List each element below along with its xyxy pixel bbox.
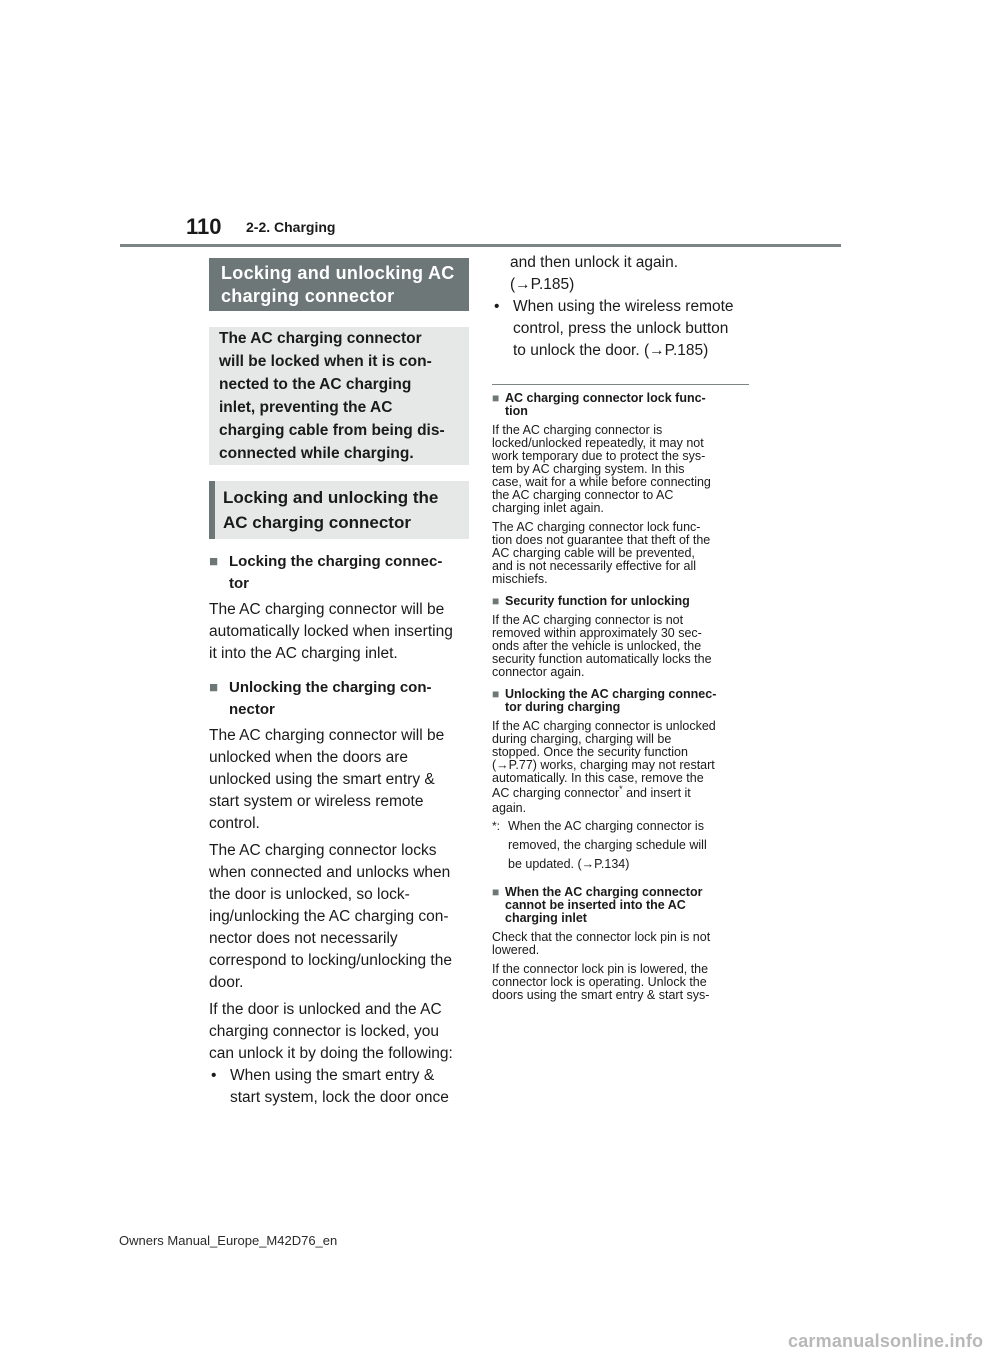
note-heading-line: Unlocking the AC charging connec- (505, 687, 717, 701)
bullet-line: When using the wireless remote (513, 298, 734, 315)
body-line: ing/unlocking the AC charging con- (209, 908, 449, 925)
intro-line: will be locked when it is con- (219, 353, 432, 370)
note-line: If the AC charging connector is unlocked (492, 719, 716, 733)
note-line: automatically. In this case, remove the (492, 771, 704, 785)
note-heading-unlock-during-charging (492, 688, 750, 714)
bullet-dot-icon: • (494, 298, 500, 315)
body-line: If the door is unlocked and the AC (209, 1001, 442, 1018)
note-heading-lock-function (492, 392, 750, 418)
body-line: the door is unlocked, so lock- (209, 886, 410, 903)
section-title-box: Locking and unlocking AC charging connector (209, 258, 469, 311)
body-line: it into the AC charging inlet. (209, 645, 398, 662)
unlock-body-3 (209, 999, 469, 1065)
intro-line: The AC charging connector (219, 330, 422, 347)
bullet-line: control, press the unlock button (513, 320, 729, 337)
right-column (492, 252, 750, 1002)
note-line: lowered. (492, 943, 540, 957)
note-line: removed within approximately 30 sec- (492, 626, 702, 640)
watermark: carmanualsonline.info (788, 1331, 983, 1351)
note-line: work temporary due to protect the sys- (492, 449, 706, 463)
note-paragraph (492, 521, 750, 586)
note-line: tion does not guarantee that theft of the (492, 533, 711, 547)
square-bullet-icon: ■ (492, 594, 500, 608)
note-heading-security (492, 595, 750, 608)
note-heading-line: Security function for unlocking (505, 594, 690, 608)
footnote-line: be updated. (→P.134) (508, 857, 630, 871)
body-line: charging connector is locked, you (209, 1023, 440, 1040)
note-paragraph (492, 424, 750, 515)
unlock-heading-line: nector (229, 701, 275, 718)
body-line: The AC charging connector will be (209, 727, 445, 744)
body-line: The AC charging connector will be (209, 601, 445, 618)
bullet-wireless-remote (492, 296, 750, 362)
bullet-line: When using the smart entry & (230, 1067, 435, 1084)
body-line: automatically locked when inserting (209, 623, 453, 640)
note-line: If the AC charging connector is not (492, 613, 684, 627)
bullet-line: and then unlock it again. (510, 254, 679, 271)
footnote-line: When the AC charging connector is (508, 819, 704, 833)
body-line: control. (209, 815, 260, 832)
note-heading-line: tor during charging (505, 700, 621, 714)
note-heading-cannot-insert (492, 886, 750, 925)
footnote-mark: *: (492, 819, 501, 833)
intro-line: connected while charging. (219, 445, 414, 462)
note-line: doors using the smart entry & start sys- (492, 988, 710, 1002)
body-line: start system or wireless remote (209, 793, 424, 810)
body-line: door. (209, 974, 244, 991)
body-line: unlocked when the doors are (209, 749, 409, 766)
page-number: 110 (186, 214, 222, 239)
note-heading-line: cannot be inserted into the AC (505, 898, 686, 912)
note-paragraph (492, 963, 750, 1002)
note-heading-line: AC charging connector lock func- (505, 391, 706, 405)
lock-heading-line: tor (229, 575, 249, 592)
note-line: connector again. (492, 665, 585, 679)
note-text: and insert it (622, 786, 691, 800)
note-line: again. (492, 801, 527, 815)
intro-line: inlet, preventing the AC (219, 399, 393, 416)
square-bullet-icon: ■ (492, 687, 500, 701)
note-line: locked/unlocked repeatedly, it may not (492, 436, 704, 450)
bullet-line: (→P.185) (510, 276, 575, 293)
subheading-box (209, 481, 469, 539)
notes-divider (492, 384, 749, 385)
footer-manual-id: Owners Manual_Europe_M42D76_en (119, 1233, 338, 1248)
bullet-smart-entry (209, 1065, 469, 1109)
section-title: 2-2. Charging (246, 219, 336, 235)
note-heading-line: tion (505, 404, 528, 418)
note-line: case, wait for a while before connecting (492, 475, 711, 489)
body-line: unlocked using the smart entry & (209, 771, 435, 788)
unlock-heading-line: Unlocking the charging con- (229, 679, 432, 696)
note-paragraph (492, 931, 750, 957)
note-line: security function automatically locks the (492, 652, 712, 666)
note-line: The AC charging connector lock func- (492, 520, 701, 534)
subheading-line: AC charging connector (223, 513, 411, 532)
note-line: connector lock is operating. Unlock the (492, 975, 707, 989)
note-line: If the connector lock pin is lowered, the (492, 962, 709, 976)
lock-heading (209, 551, 469, 595)
body-line: The AC charging connector locks (209, 842, 437, 859)
note-text: AC charging connector (492, 786, 620, 800)
bullet-smart-entry-continued (492, 252, 750, 296)
note-line: If the AC charging connector is (492, 423, 663, 437)
note-line: mischiefs. (492, 572, 548, 586)
square-bullet-icon: ■ (492, 885, 500, 899)
footnote (492, 817, 750, 874)
note-line: AC charging cable will be prevented, (492, 546, 695, 560)
square-bullet-icon: ■ (209, 553, 219, 570)
lock-body (209, 599, 469, 665)
square-bullet-icon: ■ (492, 391, 500, 405)
body-line: can unlock it by doing the following: (209, 1045, 453, 1062)
unlock-body-2 (209, 840, 469, 994)
note-paragraph (492, 614, 750, 679)
header-divider (120, 244, 841, 247)
intro-line: nected to the AC charging (219, 376, 412, 393)
intro-line: charging cable from being dis- (219, 422, 445, 439)
note-paragraph (492, 720, 750, 815)
subheading-line: Locking and unlocking the (223, 488, 439, 507)
note-line: tem by AC charging system. In this (492, 462, 685, 476)
note-line: the AC charging connector to AC (492, 488, 674, 502)
unlock-heading (209, 677, 469, 721)
footnote-ref: * (619, 783, 623, 794)
note-heading-line: When the AC charging connector (505, 885, 703, 899)
intro-box (209, 327, 469, 465)
left-column (209, 258, 469, 1109)
lock-heading-line: Locking the charging connec- (229, 553, 443, 570)
note-line: during charging, charging will be (492, 732, 672, 746)
body-line: nector does not necessarily (209, 930, 398, 947)
note-line (492, 785, 750, 802)
note-line: charging inlet again. (492, 501, 604, 515)
note-line: (→P.77) works, charging may not restart (492, 758, 715, 772)
bullet-line: to unlock the door. (→P.185) (513, 342, 709, 359)
footnote-line: removed, the charging schedule will (508, 838, 707, 852)
note-heading-line: charging inlet (505, 911, 587, 925)
note-line: onds after the vehicle is unlocked, the (492, 639, 702, 653)
body-line: when connected and unlocks when (209, 864, 451, 881)
note-line: Check that the connector lock pin is not (492, 930, 711, 944)
note-line: stopped. Once the security function (492, 745, 688, 759)
bullet-dot-icon: • (211, 1067, 217, 1084)
square-bullet-icon: ■ (209, 679, 219, 696)
note-line: and is not necessarily effective for all (492, 559, 697, 573)
unlock-body-1 (209, 725, 469, 835)
body-line: correspond to locking/unlocking the (209, 952, 452, 969)
bullet-line: start system, lock the door once (230, 1089, 449, 1106)
